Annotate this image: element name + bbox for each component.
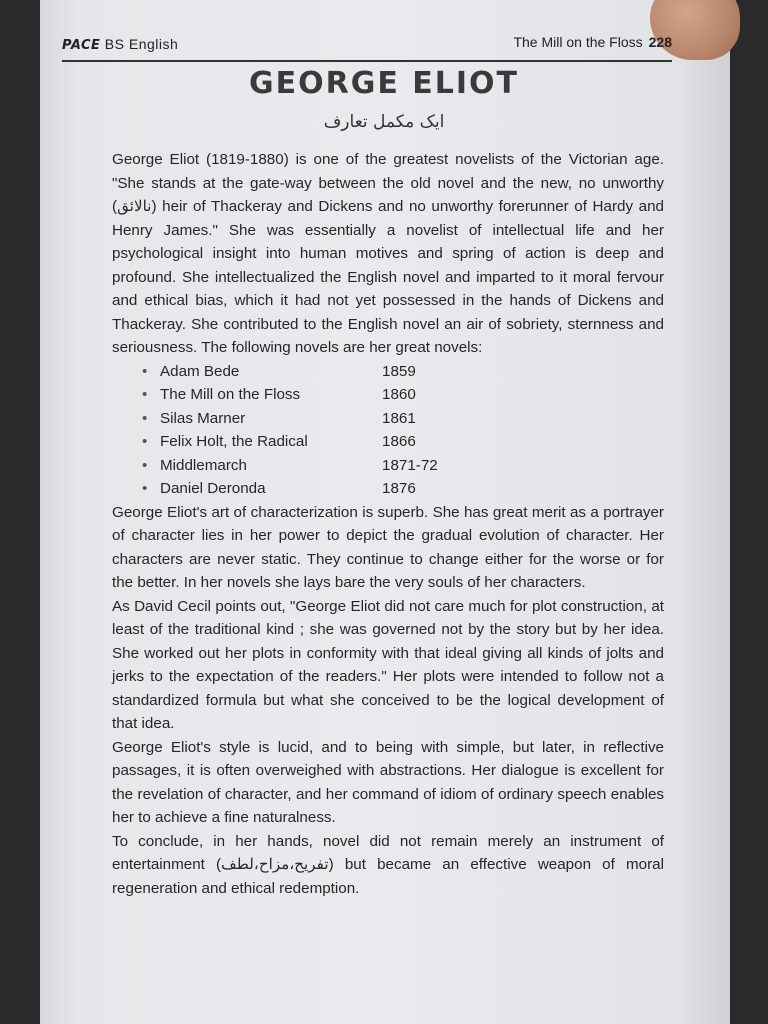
characterization-paragraph: George Eliot's art of characterization is superb. She has great merit as a portrayer of character lies in her power to depict the gradual evolution of character. Her characters are never static. They continue to change either for the worse or for the better. In her novels she lays bare the very souls of her characters.: [112, 503, 664, 591]
novel-year: 1876: [382, 480, 416, 497]
running-head-left: [62, 36, 178, 53]
list-item: [142, 477, 664, 501]
list-item: [142, 360, 664, 384]
list-item: [142, 383, 664, 407]
running-head: [62, 34, 672, 62]
novel-list: [112, 360, 664, 501]
novel-year: 1860: [382, 386, 416, 403]
urdu-subtitle: ایک مکمل تعارف: [323, 112, 445, 132]
book-title-label: The Mill on the Floss: [513, 34, 643, 50]
novel-year: 1871-72: [382, 456, 438, 474]
cecil-quote-paragraph: As David Cecil points out, "George Eliot did not care much for plot construction, at least of the traditional kind ; she was governed not by the story but by her idea. She worked out her plots in conformity with that ideal giving all kinds of jolts and jerks to the expectation of the readers." Her plots were intended to follow not a standardized formula but what she conceived to be the logical development of that idea.: [112, 597, 664, 732]
novel-name: Adam Bede: [160, 362, 240, 380]
page-number: 228: [648, 34, 672, 50]
novel-year: 1861: [382, 409, 416, 427]
style-paragraph: George Eliot's style is lucid, and to being with simple, but later, in reflective passages, it is often overweighed with abstractions. Her dialogue is excellent for the revelation of character, and her command of idiom of ordinary speech enables her to achieve a fine naturalness.: [112, 738, 664, 826]
novel-year: 1866: [382, 433, 416, 450]
list-item: [142, 454, 664, 478]
list-item: [142, 407, 664, 431]
intro-paragraph: George Eliot (1819-1880) is one of the greatest novelists of the Victorian age. "She stands at the gate-way between the old novel and the new, no unworthy (نالائق) heir of Thackeray and Dickens and no unworthy forerunner of Hardy and Henry James." She was essentially a novelist of intellectual life and her psychological insight into human motives and spring of action is deep and profound. She intellectualized the English novel and imparted to it moral fervour and ethical bias, which it had not yet possessed in the hands of Dickens and Thackeray. She contributed to the English novel an air of sobriety, sternness and seriousness. The following novels are her great novels:: [112, 151, 664, 356]
list-item: [142, 430, 664, 454]
course-label: BS English: [100, 36, 179, 52]
novel-name: Middlemarch: [160, 456, 247, 474]
novel-name: Felix Holt, the Radical: [160, 433, 308, 450]
novel-name: Daniel Deronda: [160, 480, 266, 497]
novel-year: 1859: [382, 362, 416, 380]
page-title: GEORGE ELIOT: [248, 66, 520, 101]
running-head-right: [513, 34, 672, 50]
novel-name: The Mill on the Floss: [160, 386, 301, 403]
conclusion-paragraph: To conclude, in her hands, novel did not remain merely an instrument of entertainment (تفریح،مزاح،لطف) but became an effective weapon of moral regeneration and ethical redemption.: [112, 832, 664, 897]
article-body: [112, 148, 664, 900]
publisher-logo: PACE: [62, 38, 101, 53]
novel-name: Silas Marner: [160, 409, 246, 427]
